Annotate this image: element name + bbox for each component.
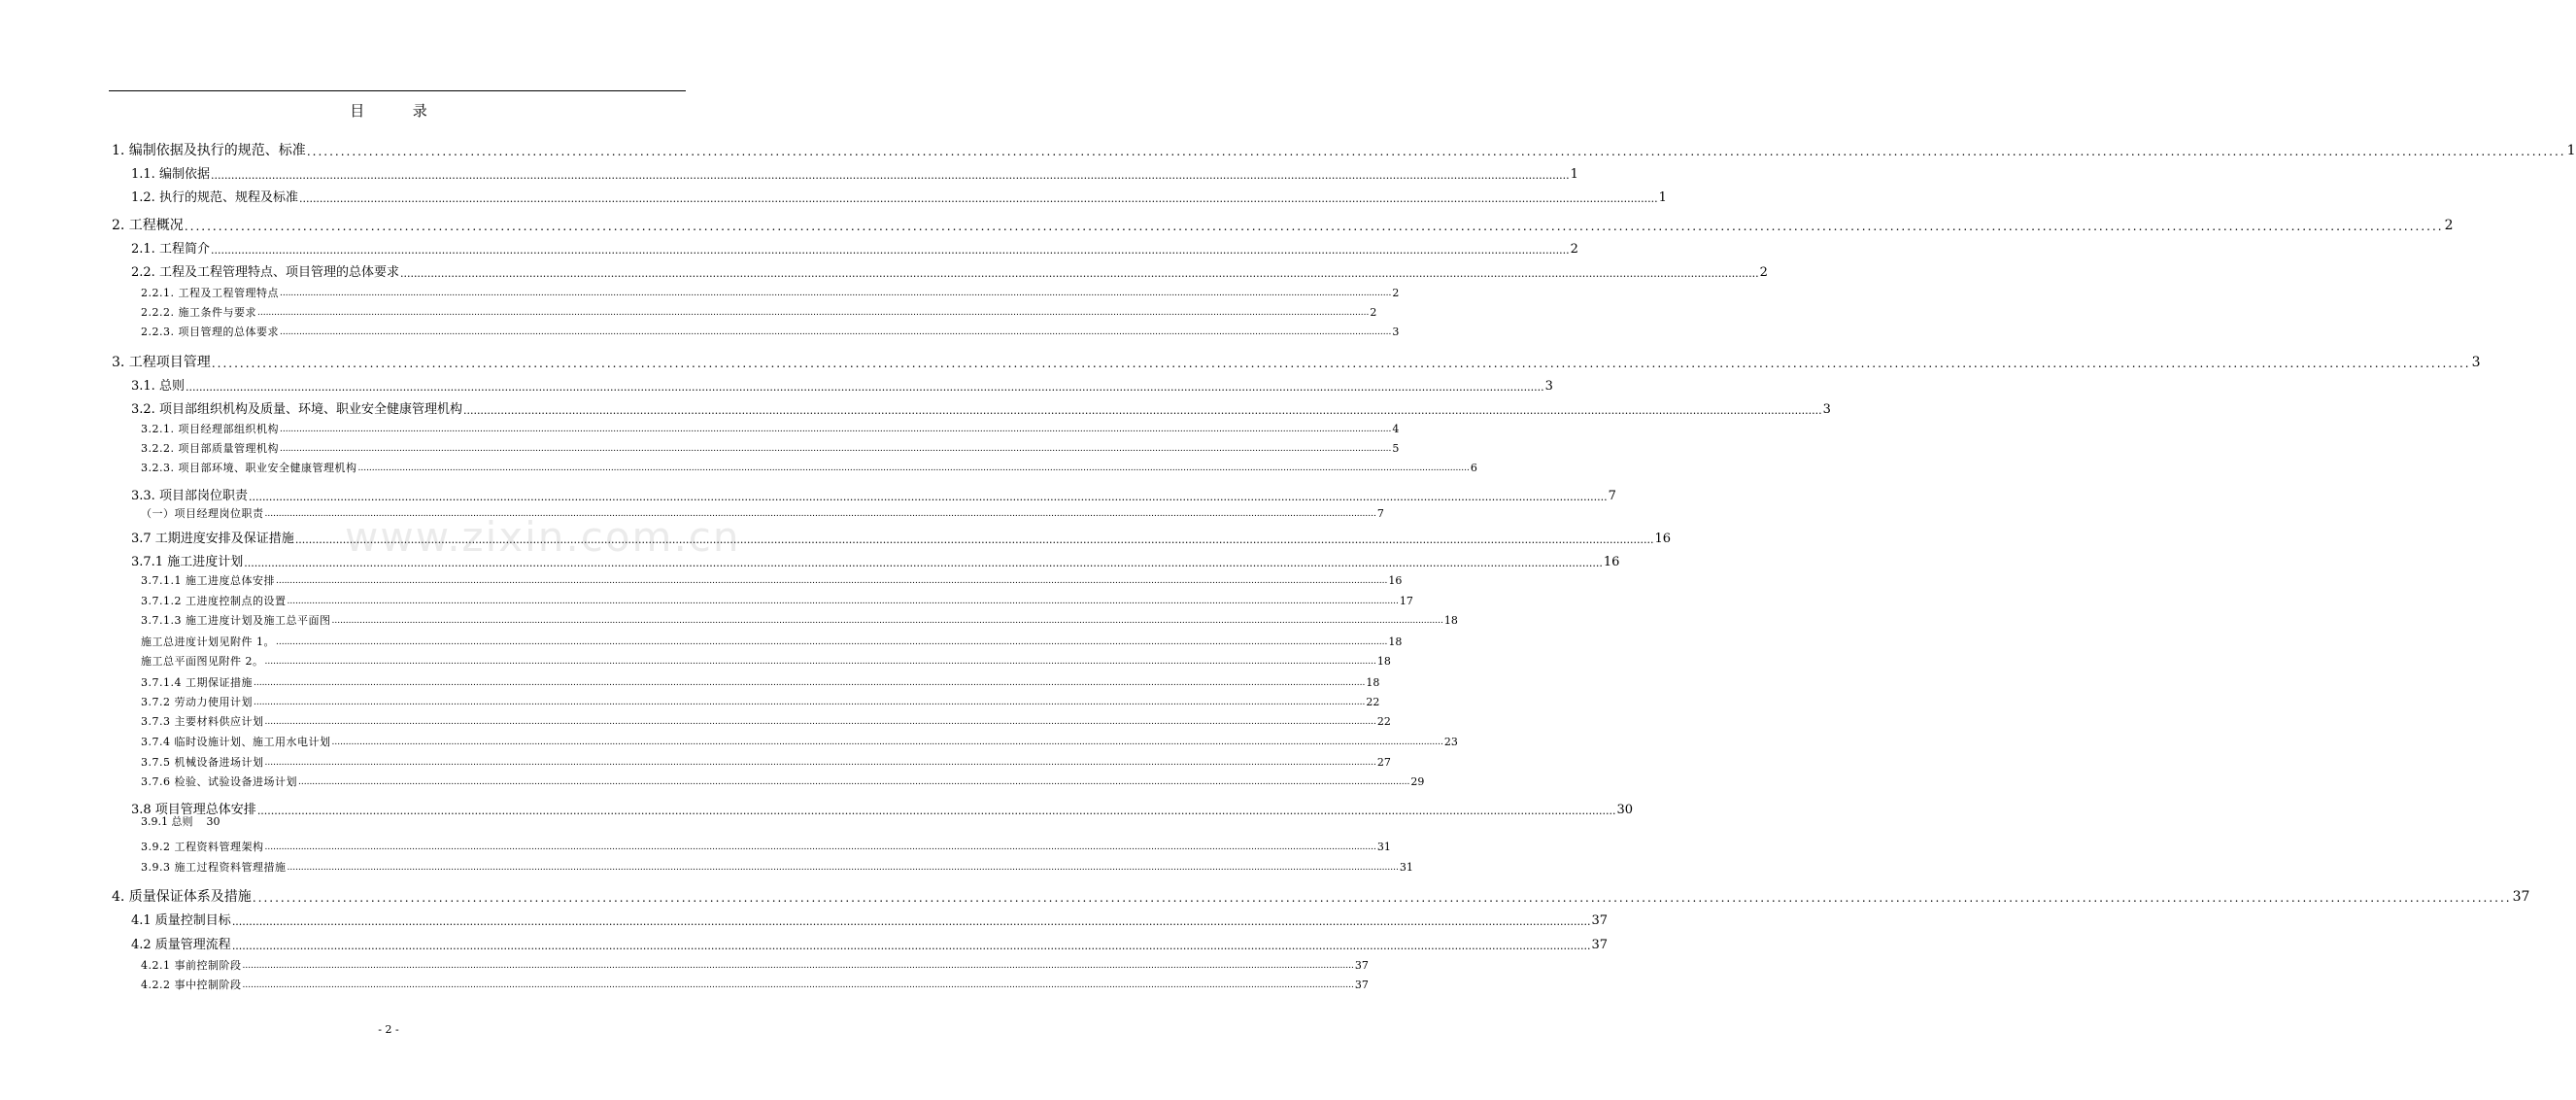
toc-entry[interactable] — [131, 532, 1671, 546]
toc-entry-page: 18 — [1366, 676, 1380, 689]
toc-entry[interactable] — [141, 442, 1400, 455]
toc-entry-page: 5 — [1392, 442, 1400, 455]
toc-leader-dots: ................................................................................................................................................................................................................................................................................................................................................................................................................ — [462, 404, 1822, 417]
toc-entry-page: 7 — [1376, 507, 1384, 520]
toc-leader-dots: ................................................................................................................................................................................................................................................................................................................................................................................................................ — [252, 891, 2512, 905]
toc-entry-page: 31 — [1399, 861, 1413, 874]
toc-entry-page: 18 — [1388, 636, 1403, 648]
header-rule — [109, 90, 686, 91]
toc-entry-page: 4 — [1392, 423, 1400, 435]
toc-leader-dots: ................................................................................................................................................................................................................................................................................................................................................................................................................ — [264, 657, 1376, 667]
toc-entry-title: 2.2.3. 项目管理的总体要求 — [141, 326, 279, 338]
toc-leader-dots: ................................................................................................................................................................................................................................................................................................................................................................................................................ — [253, 678, 1366, 688]
toc-entry-page: 29 — [1410, 775, 1425, 788]
toc-leader-dots: ................................................................................................................................................................................................................................................................................................................................................................................................................ — [279, 425, 1392, 434]
toc-entry-title: 1. 编制依据及执行的规范、标准 — [112, 143, 306, 158]
toc-entry[interactable] — [141, 959, 1369, 972]
toc-entry[interactable] — [141, 696, 1380, 708]
toc-entry-page: 23 — [1443, 736, 1458, 748]
toc-entry-title: 3.7 工期进度安排及保证措施 — [131, 532, 294, 546]
toc-leader-dots: ................................................................................................................................................................................................................................................................................................................................................................................................................ — [331, 616, 1443, 626]
toc-entry-page: 37 — [1354, 959, 1369, 972]
toc-entry[interactable] — [141, 636, 1403, 648]
toc-entry-title: 3.8 项目管理总体安排 — [131, 803, 256, 817]
toc-entry-title: 3.1. 总则 — [131, 379, 185, 394]
toc-leader-dots: ................................................................................................................................................................................................................................................................................................................................................................................................................ — [331, 738, 1443, 747]
toc-entry-page: 37 — [2512, 889, 2530, 905]
toc-leader-dots: ................................................................................................................................................................................................................................................................................................................................................................................................................ — [298, 777, 1410, 787]
toc-entry[interactable] — [141, 306, 1377, 319]
toc-entry-page: 3 — [1822, 402, 1831, 417]
toc-entry-title: 3.7.1.3 施工进度计划及施工总平面图 — [141, 614, 331, 627]
toc-entry-page: 27 — [1376, 756, 1391, 769]
toc-leader-dots: ................................................................................................................................................................................................................................................................................................................................................................................................................ — [256, 805, 1616, 817]
toc-entry-page: 2 — [2444, 218, 2454, 233]
toc-entry-title: 3.3. 项目部岗位职责 — [131, 489, 248, 503]
toc-entry[interactable] — [141, 861, 1413, 874]
toc-entry-title: 3.7.1 施工进度计划 — [131, 555, 244, 569]
toc-entry-title: 3.7.5 机械设备进场计划 — [141, 756, 264, 769]
toc-entry[interactable] — [141, 462, 1477, 474]
toc-leader-dots: ................................................................................................................................................................................................................................................................................................................................................................................................................ — [184, 220, 2444, 233]
toc-leader-dots: ................................................................................................................................................................................................................................................................................................................................................................................................................ — [231, 915, 1591, 928]
toc-entry[interactable] — [141, 574, 1403, 587]
toc-entry-page: 18 — [1376, 655, 1391, 668]
toc-entry[interactable] — [141, 423, 1400, 435]
toc-leader-dots: ................................................................................................................................................................................................................................................................................................................................................................................................................ — [298, 192, 1658, 205]
toc-leader-dots: ................................................................................................................................................................................................................................................................................................................................................................................................................ — [210, 244, 1570, 257]
toc-entry-page: 16 — [1654, 532, 1671, 546]
toc-leader-dots: ................................................................................................................................................................................................................................................................................................................................................................................................................ — [264, 758, 1376, 768]
toc-entry[interactable] — [112, 889, 2530, 905]
toc-entry-page: 1 — [1658, 190, 1667, 205]
watermark: www.zixin.com.cn — [345, 513, 741, 561]
toc-entry-page: 37 — [1591, 938, 1608, 952]
toc-leader-dots: ................................................................................................................................................................................................................................................................................................................................................................................................................ — [248, 491, 1608, 503]
toc-entry-page: 2 — [1370, 306, 1377, 319]
toc-entry-title: 4.2.1 事前控制阶段 — [141, 959, 242, 972]
toc-title — [0, 100, 777, 120]
toc-entry[interactable] — [112, 218, 2454, 233]
toc-entry-page: 30 — [1616, 803, 1633, 817]
toc-entry-title: 3.7.4 临时设施计划、施工用水电计划 — [141, 736, 331, 748]
toc-entry[interactable] — [131, 402, 1831, 417]
toc-entry[interactable] — [141, 736, 1458, 748]
toc-entry[interactable] — [131, 913, 1608, 928]
toc-entry[interactable] — [112, 355, 2481, 370]
toc-entry-title: 3.7.1.1 施工进度总体安排 — [141, 574, 275, 587]
toc-entry-page: 22 — [1366, 696, 1380, 708]
toc-entry-page: 18 — [1443, 614, 1458, 627]
toc-entry-title: 2.2.1. 工程及工程管理特点 — [141, 287, 279, 299]
toc-leader-dots: ................................................................................................................................................................................................................................................................................................................................................................................................................ — [242, 961, 1354, 971]
toc-entry-title: 3.9.3 施工过程资料管理措施 — [141, 861, 287, 874]
toc-entry-title: 3.7.2 劳动力使用计划 — [141, 696, 253, 708]
toc-entry-page: 16 — [1603, 555, 1620, 569]
toc-leader-dots: ................................................................................................................................................................................................................................................................................................................................................................................................................ — [210, 169, 1570, 182]
toc-leader-dots: ................................................................................................................................................................................................................................................................................................................................................................................................................ — [256, 308, 1370, 318]
toc-leader-dots: ................................................................................................................................................................................................................................................................................................................................................................................................................ — [185, 381, 1544, 394]
toc-entry-title: 施工总进度计划见附件 1。 — [141, 636, 275, 648]
toc-entry-title: 2.2.2. 施工条件与要求 — [141, 306, 256, 319]
toc-leader-dots: ................................................................................................................................................................................................................................................................................................................................................................................................................ — [242, 980, 1354, 990]
toc-leader-dots: ................................................................................................................................................................................................................................................................................................................................................................................................................ — [279, 289, 1392, 298]
toc-entry[interactable] — [141, 326, 1400, 338]
toc-entry-title: （一）项目经理岗位职责 — [141, 507, 264, 520]
toc-entry-title: 2.2. 工程及工程管理特点、项目管理的总体要求 — [131, 265, 399, 280]
toc-entry-page: 1 — [2566, 143, 2576, 158]
toc-leader-dots: ................................................................................................................................................................................................................................................................................................................................................................................................................ — [244, 557, 1603, 569]
toc-entry-title: 1.2. 执行的规范、规程及标准 — [131, 190, 298, 205]
toc-entry-page: 37 — [1354, 979, 1369, 991]
toc-entry-title: 4.2 质量管理流程 — [131, 938, 231, 952]
toc-entry[interactable] — [131, 242, 1578, 257]
toc-entry[interactable] — [131, 938, 1608, 952]
toc-leader-dots: ................................................................................................................................................................................................................................................................................................................................................................................................................ — [211, 357, 2471, 370]
toc-entry-title: 3.7.3 主要材料供应计划 — [141, 715, 264, 728]
toc-entry[interactable] — [141, 655, 1391, 668]
toc-entry-page: 3 — [1544, 379, 1553, 394]
toc-entry-title: 3.7.1.4 工期保证措施 — [141, 676, 253, 689]
toc-entry-title: 3.7.6 检验、试验设备进场计划 — [141, 775, 297, 788]
toc-entry[interactable] — [141, 775, 1425, 788]
toc-entry-page: 1 — [1570, 167, 1578, 182]
toc-entry[interactable] — [131, 265, 1768, 280]
toc-entry-title: 2. 工程概况 — [112, 218, 184, 233]
toc-entry[interactable] — [131, 190, 1667, 205]
toc-leader-dots: ................................................................................................................................................................................................................................................................................................................................................................................................................ — [287, 863, 1399, 873]
toc-entry-plain[interactable]: 3.9.1 总则 30 — [141, 815, 220, 828]
toc-leader-dots: ................................................................................................................................................................................................................................................................................................................................................................................................................ — [275, 576, 1388, 586]
toc-entry-page: 6 — [1470, 462, 1477, 474]
toc-entry[interactable] — [131, 379, 1553, 394]
toc-leader-dots: ................................................................................................................................................................................................................................................................................................................................................................................................................ — [264, 717, 1376, 727]
toc-entry-page: 17 — [1399, 595, 1413, 607]
toc-leader-dots: ................................................................................................................................................................................................................................................................................................................................................................................................................ — [264, 509, 1376, 519]
toc-entry[interactable] — [141, 614, 1458, 627]
toc-entry-title: 3.2.3. 项目部环境、职业安全健康管理机构 — [141, 462, 357, 474]
toc-entry[interactable] — [141, 676, 1380, 689]
toc-leader-dots: ................................................................................................................................................................................................................................................................................................................................................................................................................ — [294, 533, 1654, 546]
toc-entry-page: 16 — [1388, 574, 1403, 587]
toc-entry[interactable] — [141, 715, 1391, 728]
toc-leader-dots: ................................................................................................................................................................................................................................................................................................................................................................................................................ — [254, 698, 1366, 707]
toc-entry-page: 31 — [1376, 841, 1391, 853]
toc-entry-title: 4. 质量保证体系及措施 — [112, 889, 252, 905]
toc-entry[interactable] — [141, 756, 1391, 769]
toc-entry-title: 3.9.2 工程资料管理架构 — [141, 841, 264, 853]
toc-entry-page: 7 — [1608, 489, 1616, 503]
toc-entry-page: 3 — [2471, 355, 2481, 370]
toc-entry-page: 2 — [1759, 265, 1768, 280]
toc-entry[interactable] — [141, 841, 1391, 853]
toc-entry-title: 施工总平面图见附件 2。 — [141, 655, 264, 668]
toc-entry[interactable] — [112, 143, 2576, 158]
toc-leader-dots: ................................................................................................................................................................................................................................................................................................................................................................................................................ — [276, 637, 1388, 647]
toc-entry-title: 4.2.2 事中控制阶段 — [141, 979, 242, 991]
toc-title-left: 目 — [350, 102, 365, 120]
toc-entry[interactable] — [141, 979, 1369, 991]
toc-entry-title: 3. 工程项目管理 — [112, 355, 211, 370]
toc-leader-dots: ................................................................................................................................................................................................................................................................................................................................................................................................................ — [357, 464, 1470, 473]
toc-entry-title: 4.1 质量控制目标 — [131, 913, 231, 928]
toc-entry[interactable] — [131, 489, 1616, 503]
toc-entry-title: 3.2. 项目部组织机构及质量、环境、职业安全健康管理机构 — [131, 402, 462, 417]
toc-entry-title: 1.1. 编制依据 — [131, 167, 210, 182]
toc-leader-dots: ................................................................................................................................................................................................................................................................................................................................................................................................................ — [399, 267, 1759, 280]
toc-entry-page: 37 — [1591, 913, 1608, 928]
toc-entry-page: 22 — [1376, 715, 1391, 728]
toc-entry[interactable] — [141, 287, 1400, 299]
toc-leader-dots: ................................................................................................................................................................................................................................................................................................................................................................................................................ — [264, 842, 1376, 852]
page-number: - 2 - — [378, 1023, 399, 1036]
toc-entry[interactable] — [141, 595, 1413, 607]
toc-entry-title: 3.2.1. 项目经理部组织机构 — [141, 423, 279, 435]
toc-entry[interactable] — [131, 555, 1620, 569]
toc-leader-dots: ................................................................................................................................................................................................................................................................................................................................................................................................................ — [279, 444, 1392, 454]
toc-entry-title: 3.7.1.2 工进度控制点的设置 — [141, 595, 287, 607]
toc-entry-page: 2 — [1570, 242, 1578, 257]
toc-entry-page: 2 — [1392, 287, 1400, 299]
toc-entry-title: 2.1. 工程简介 — [131, 242, 210, 257]
toc-leader-dots: ................................................................................................................................................................................................................................................................................................................................................................................................................ — [279, 327, 1392, 337]
toc-leader-dots: ................................................................................................................................................................................................................................................................................................................................................................................................................ — [306, 145, 2566, 158]
toc-leader-dots: ................................................................................................................................................................................................................................................................................................................................................................................................................ — [287, 597, 1399, 606]
toc-entry-page: 3 — [1392, 326, 1400, 338]
toc-entry-title: 3.2.2. 项目部质量管理机构 — [141, 442, 279, 455]
toc-entry[interactable] — [141, 507, 1384, 520]
toc-leader-dots: ................................................................................................................................................................................................................................................................................................................................................................................................................ — [231, 940, 1591, 952]
toc-title-right: 录 — [412, 102, 427, 120]
toc-entry[interactable] — [131, 167, 1578, 182]
